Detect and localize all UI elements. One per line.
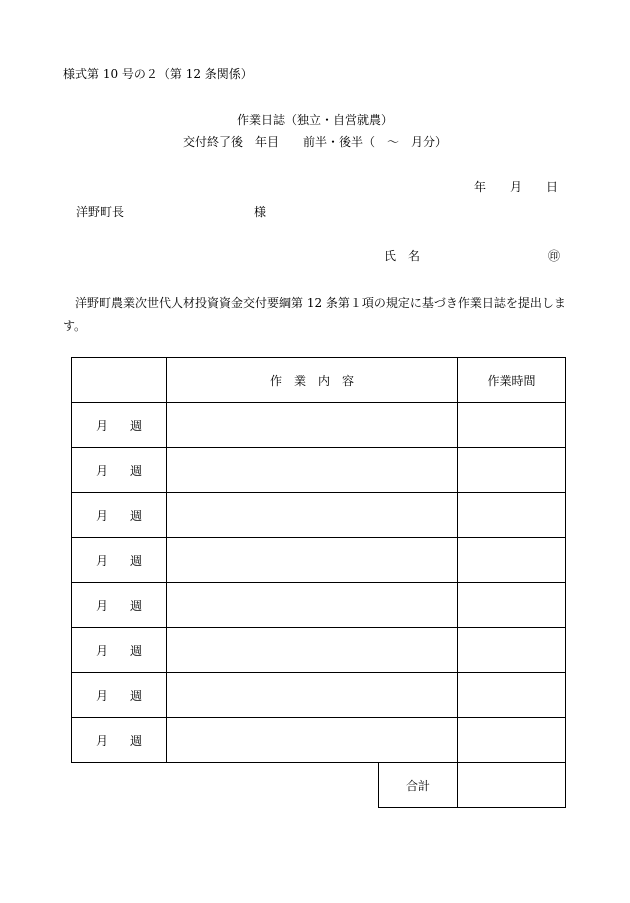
work-hours-cell[interactable]: [458, 448, 566, 493]
month-label: 月: [95, 508, 108, 523]
applicant-name-label: 氏 名: [384, 249, 421, 263]
month-week-cell: [72, 448, 167, 493]
work-content-cell[interactable]: [167, 403, 458, 448]
work-hours-cell[interactable]: [458, 718, 566, 763]
month-week-cell: [72, 673, 167, 718]
week-label: 週: [130, 643, 143, 658]
total-row-spacer: [72, 763, 379, 808]
table-row: [72, 718, 566, 763]
work-hours-cell[interactable]: [458, 403, 566, 448]
work-content-cell[interactable]: [167, 493, 458, 538]
week-label: 週: [130, 688, 143, 703]
month-label: 月: [95, 553, 108, 568]
total-row: [72, 763, 566, 808]
month-week-cell: [72, 493, 167, 538]
recipient-name: 洋野町長: [76, 205, 125, 219]
work-hours-cell[interactable]: [458, 493, 566, 538]
month-week-cell: [72, 583, 167, 628]
work-hours-cell[interactable]: [458, 673, 566, 718]
week-label: 週: [130, 733, 143, 748]
month-label: 月: [95, 733, 108, 748]
work-content-cell[interactable]: [167, 628, 458, 673]
month-label: 月: [95, 643, 108, 658]
work-content-cell[interactable]: [167, 583, 458, 628]
table-row: [72, 538, 566, 583]
header-blank-cell: [72, 358, 167, 403]
date-field: 年 月 日: [473, 180, 558, 194]
table-row: [72, 493, 566, 538]
work-hours-cell[interactable]: [458, 628, 566, 673]
week-label: 週: [130, 598, 143, 613]
table-header-row: [72, 358, 566, 403]
month-label: 月: [95, 688, 108, 703]
work-content-cell[interactable]: [167, 673, 458, 718]
month-week-cell: [72, 403, 167, 448]
week-label: 週: [130, 418, 143, 433]
month-label: 月: [95, 598, 108, 613]
work-log-table: [71, 357, 566, 808]
month-label: 月: [95, 418, 108, 433]
work-hours-cell[interactable]: [458, 538, 566, 583]
week-label: 週: [130, 553, 143, 568]
month-week-cell: [72, 538, 167, 583]
total-hours-cell[interactable]: [458, 763, 566, 808]
total-label: 合計: [379, 763, 458, 808]
table-row: [72, 403, 566, 448]
month-label: 月: [95, 463, 108, 478]
table-row: [72, 448, 566, 493]
work-content-cell[interactable]: [167, 718, 458, 763]
seal-icon: ㊞: [548, 249, 561, 263]
document-subtitle-period: 交付終了後 年目 前半・後半（ ～ 月分）: [182, 135, 447, 149]
week-label: 週: [130, 463, 143, 478]
table-row: [72, 583, 566, 628]
document-title: 作業日誌（独立・自営就農）: [236, 113, 393, 127]
submission-statement: 洋野町農業次世代人材投資資金交付要綱第 12 条第１項の規定に基づき作業日誌を提出します。: [63, 296, 566, 333]
work-hours-cell[interactable]: [458, 583, 566, 628]
month-week-cell: [72, 628, 167, 673]
table-row: [72, 673, 566, 718]
header-work-content: 作 業 内 容: [167, 358, 458, 403]
header-work-hours: 作業時間: [458, 358, 566, 403]
table-row: [72, 628, 566, 673]
recipient-honorific: 様: [254, 205, 267, 219]
work-content-cell[interactable]: [167, 538, 458, 583]
form-number: 様式第 10 号の２（第 12 条関係）: [63, 67, 253, 81]
week-label: 週: [130, 508, 143, 523]
work-content-cell[interactable]: [167, 448, 458, 493]
month-week-cell: [72, 718, 167, 763]
